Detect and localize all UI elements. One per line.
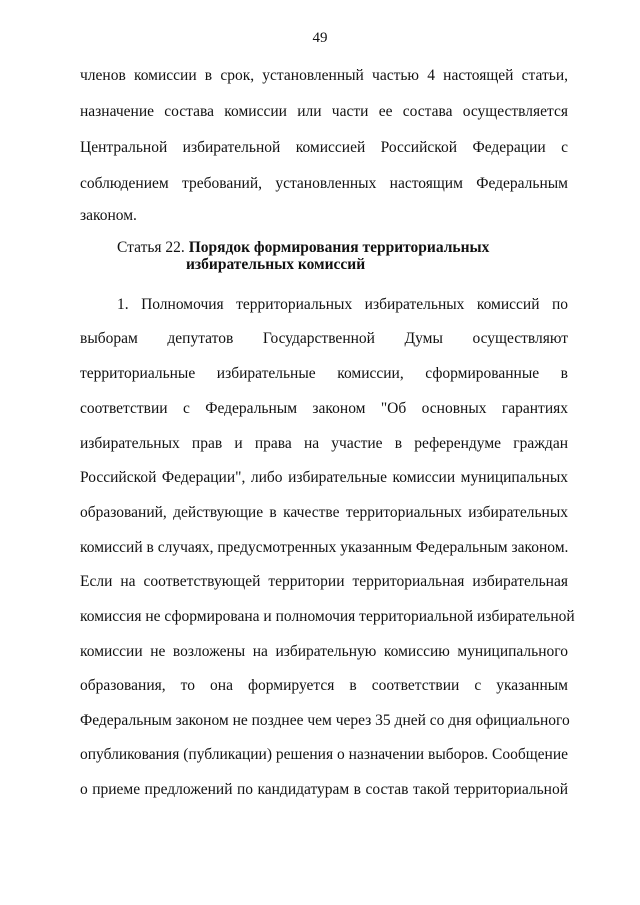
text-line: назначение состава комиссии или части ее состава осуществляется [80,103,568,120]
page-number: 49 [312,30,328,46]
text-line: образований, действующие в качестве территориальных избирательных [80,504,568,521]
text-line: комиссии не возложены на избирательную комиссию муниципального [80,643,568,660]
text-line: членов комиссии в срок, установленный частью 4 настоящей статьи, [80,67,568,84]
text-line: о приеме предложений по кандидатурам в состав такой территориальной [80,781,568,798]
article-title-line-2: избирательных комиссий [186,256,366,273]
text-line: Центральной избирательной комиссией Российской Федерации с [80,139,568,156]
article-prefix: Статья 22. [117,239,185,256]
article-heading [117,239,577,273]
text-line: избирательных прав и права на участие в референдуме граждан [80,435,568,452]
text-line: комиссий в случаях, предусмотренных указанным Федеральным законом. [80,539,569,556]
text-line: соблюдением требований, установленных настоящим Федеральным [80,175,568,192]
article-title-line-1: Порядок формирования территориальных [188,239,490,256]
text-line: опубликования (публикации) решения о назначении выборов. Сообщение [80,746,568,763]
text-line: Российской Федерации", либо избирательные комиссии муниципальных [80,469,568,486]
text-line: образования, то она формируется в соответствии с указанным [80,677,568,694]
text-line: соответствии с Федеральным законом "Об основных гарантиях [80,400,568,417]
text-line: 1. Полномочия территориальных избирательных комиссий по [117,296,568,313]
text-line: территориальные избирательные комиссии, сформированные в [80,365,568,382]
text-line: Если на соответствующей территории территориальная избирательная [80,573,568,590]
text-line: комиссия не сформирована и полномочия территориальной избирательной [80,608,575,625]
text-line: Федеральным законом не позднее чем через 35 дней со дня официального [80,712,570,729]
text-line: выборам депутатов Государственной Думы осуществляют [80,330,568,347]
text-line: законом. [80,207,137,224]
